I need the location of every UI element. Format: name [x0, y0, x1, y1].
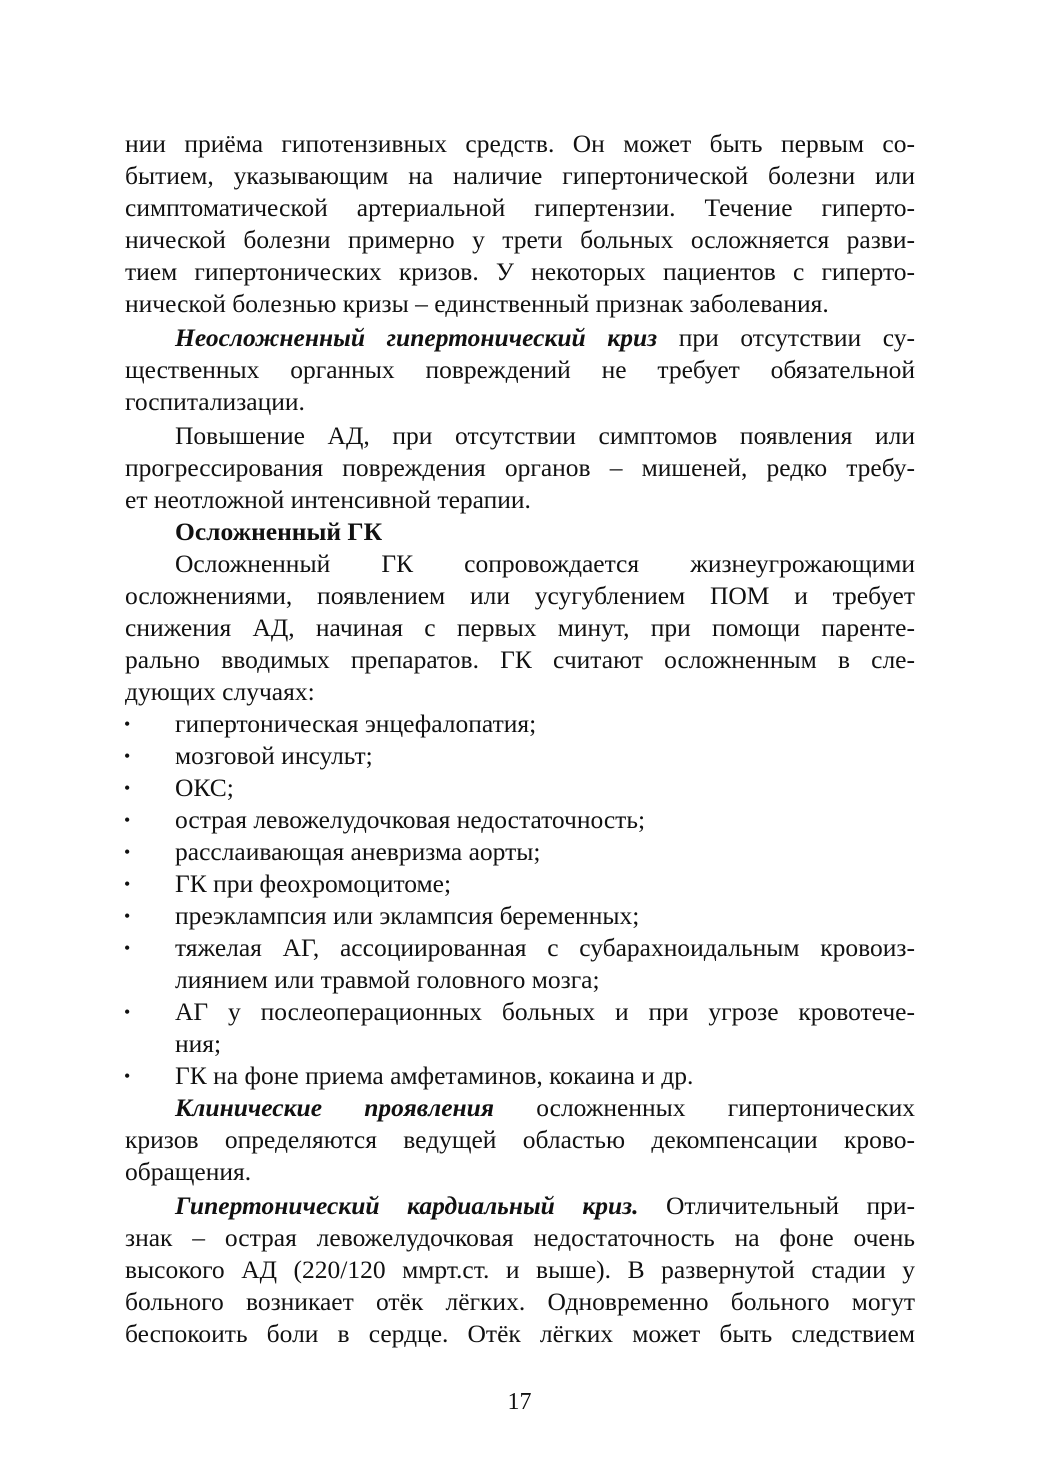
list-item-text: лиянием или травмой головного мозга; [175, 965, 600, 994]
section-heading: Осложненный ГК [175, 517, 383, 546]
list-item-text: гипертоническая энцефалопатия; [175, 709, 537, 738]
page-number: 17 [507, 1389, 532, 1415]
text-line: тием гипертонических кризов. У некоторых пациентов с гиперто- [125, 257, 915, 286]
list-item-text: преэклампсия или эклампсия беременных; [175, 901, 640, 930]
bullet-icon: • [124, 874, 131, 894]
bullet-icon: • [124, 714, 131, 734]
text-line [175, 322, 915, 354]
term-clinical-manifestations: Клинические проявления [175, 1093, 494, 1122]
text-span: Отличительный при- [638, 1191, 916, 1220]
text-line: кризов определяются ведущей областью декомпенсации крово- [125, 1125, 915, 1154]
list-item-text: острая левожелудочковая недостаточность; [175, 805, 646, 834]
bullet-icon: • [124, 810, 131, 830]
text-line: Повышение АД, при отсутствии симптомов появления или [175, 421, 915, 450]
text-line [175, 1092, 915, 1124]
text-line: больного возникает отёк лёгких. Одновременно больного могут [125, 1287, 915, 1316]
list-item-text: расслаивающая аневризма аорты; [175, 837, 541, 866]
bullet-icon: • [124, 778, 131, 798]
text-line: осложнениями, появлением или усугублением ПОМ и требует [125, 581, 915, 610]
text-line: симптоматической артериальной гипертензии. Течение гиперто- [125, 193, 915, 222]
text-line: дующих случаях: [125, 677, 315, 706]
bullet-icon: • [124, 1002, 131, 1022]
list-item-text: ОКС; [175, 773, 234, 802]
list-item-text: ния; [175, 1029, 222, 1058]
text-line: госпитализации. [125, 387, 305, 416]
bullet-icon: • [124, 938, 131, 958]
text-line: беспокоить боли в сердце. Отёк лёгких может быть следствием [125, 1319, 915, 1348]
bullet-icon: • [124, 1066, 131, 1086]
text-line: рально вводимых препаратов. ГК считают осложненным в сле- [125, 645, 915, 674]
list-item-text: АГ у послеоперационных больных и при угрозе кровотече- [175, 997, 915, 1026]
list-item-text: тяжелая АГ, ассоциированная с субарахноидальным кровоиз- [175, 933, 915, 962]
term-cardiac-crisis: Гипертонический кардиальный криз. [175, 1191, 639, 1220]
bullet-icon: • [124, 906, 131, 926]
list-item-text: мозговой инсульт; [175, 741, 373, 770]
list-item-text: ГК на фоне приема амфетаминов, кокаина и др. [175, 1061, 694, 1090]
text-line: снижения АД, начиная с первых минут, при помощи паренте- [125, 613, 915, 642]
text-line: прогрессирования повреждения органов – мишеней, редко требу- [125, 453, 915, 482]
bullet-icon: • [124, 842, 131, 862]
text-span: осложненных гипертонических [494, 1093, 915, 1122]
text-line: знак – острая левожелудочковая недостаточность на фоне очень [125, 1223, 915, 1252]
text-line: ет неотложной интенсивной терапии. [125, 485, 531, 514]
text-line: нической болезнью кризы – единственный признак заболевания. [125, 289, 829, 318]
text-line: нической болезни примерно у трети больных осложняется разви- [125, 225, 915, 254]
text-line: нии приёма гипотензивных средств. Он может быть первым со- [125, 129, 915, 158]
list-item-text: ГК при феохромоцитоме; [175, 869, 452, 898]
text-line [175, 1190, 915, 1222]
text-line: высокого АД (220/120 ммрт.ст. и выше). В развернутой стадии у [125, 1255, 915, 1284]
text-line: щественных органных повреждений не требует обязательной [125, 355, 915, 384]
term-uncomplicated-crisis: Неосложненный гипертонический криз [175, 323, 658, 352]
text-line: обращения. [125, 1157, 252, 1186]
text-span: при отсутствии су- [657, 323, 915, 352]
text-line: бытием, указывающим на наличие гипертонической болезни или [125, 161, 915, 190]
bullet-icon: • [124, 746, 131, 766]
text-line: Осложненный ГК сопровождается жизнеугрожающими [175, 549, 915, 578]
